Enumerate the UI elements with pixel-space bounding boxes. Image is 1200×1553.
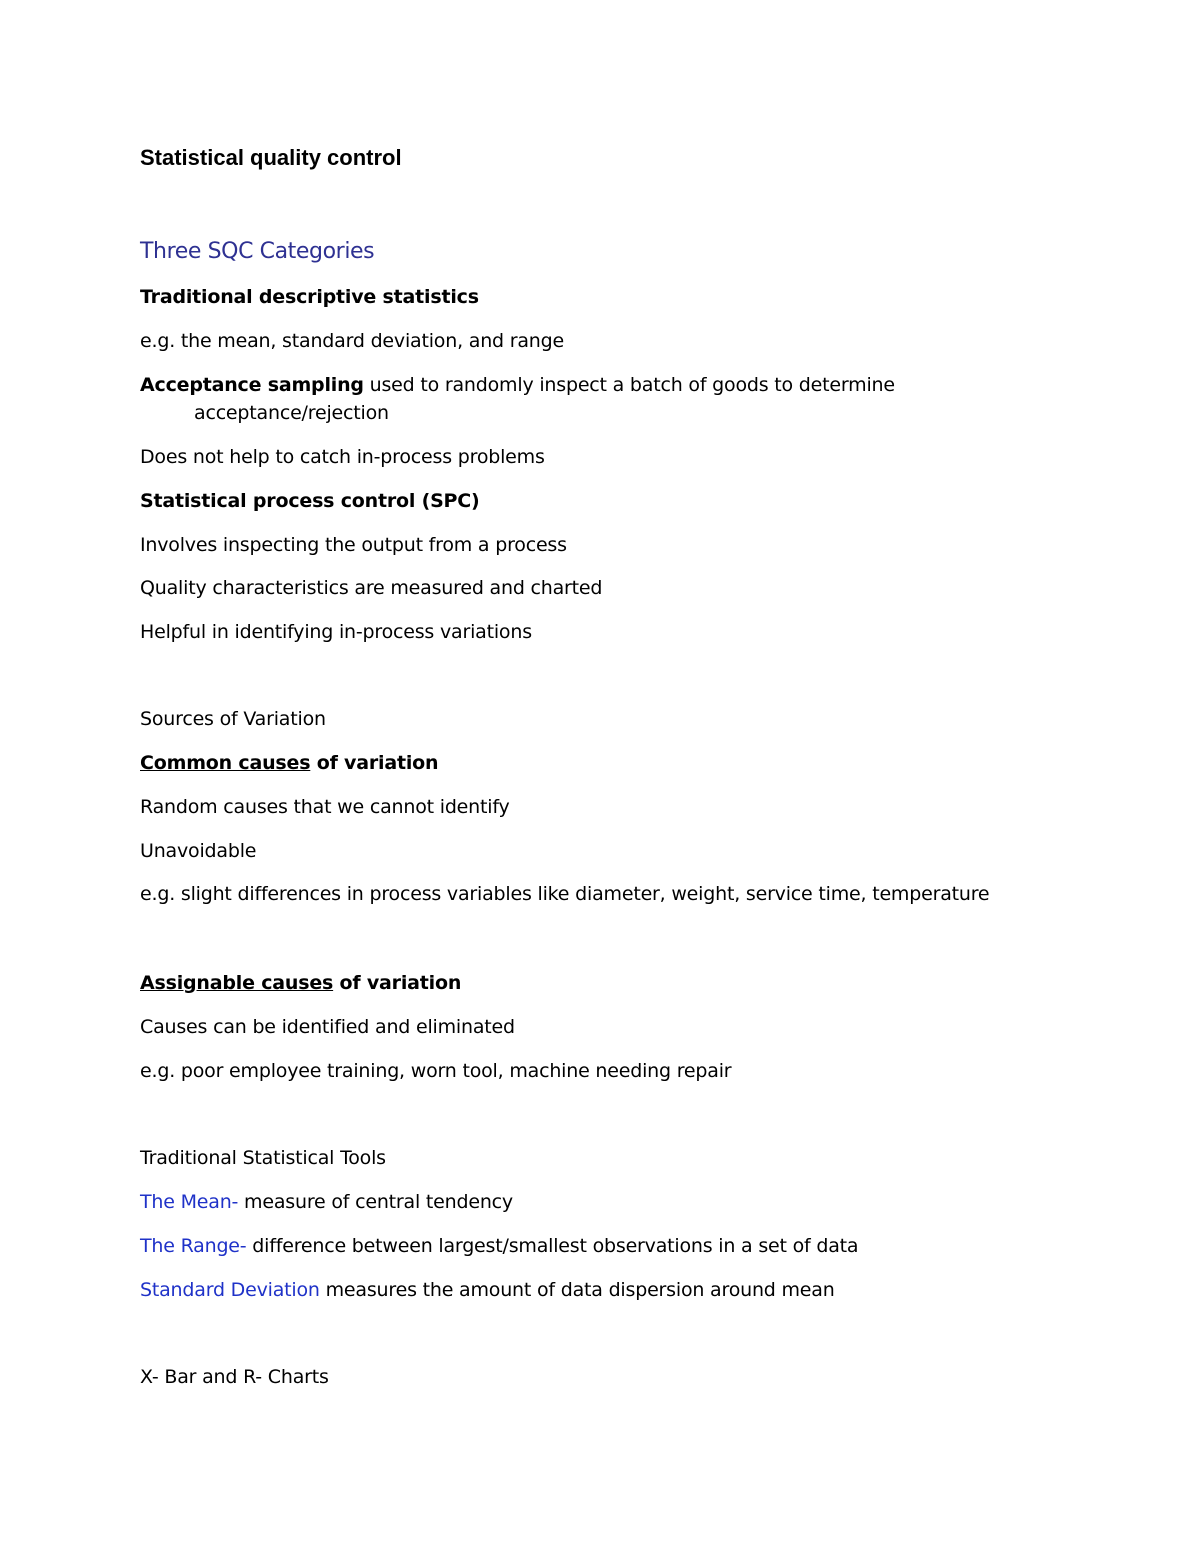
categories-heading: Three SQC Categories — [140, 239, 375, 264]
range-term: The Range- — [140, 1235, 247, 1257]
common-causes-heading — [140, 749, 438, 777]
acceptance-desc: used to randomly inspect a batch of goods to determine — [363, 374, 895, 396]
common-point-3: e.g. slight differences in process variables like diameter, weight, service time, temperature — [140, 883, 990, 905]
traditional-heading: Traditional descriptive statistics — [140, 286, 479, 308]
assignable-point-1: Causes can be identified and eliminated — [140, 1016, 515, 1038]
sd-term: Standard Deviation — [140, 1279, 320, 1301]
assignable-causes-heading — [140, 969, 461, 997]
sources-heading: Sources of Variation — [140, 708, 326, 730]
acceptance-note: Does not help to catch in-process problems — [140, 446, 545, 468]
acceptance-term: Acceptance sampling — [140, 374, 364, 396]
assignable-causes-term: Assignable causes — [140, 972, 334, 994]
spc-point-3: Helpful in identifying in-process variations — [140, 621, 532, 643]
traditional-example: e.g. the mean, standard deviation, and range — [140, 330, 564, 352]
sd-desc: measures the amount of data dispersion around mean — [319, 1279, 835, 1301]
spc-point-2: Quality characteristics are measured and charted — [140, 577, 603, 599]
acceptance-desc-cont: acceptance/rejection — [194, 402, 389, 424]
common-point-2: Unavoidable — [140, 840, 257, 862]
common-causes-term: Common causes — [140, 752, 311, 774]
charts-heading: X- Bar and R- Charts — [140, 1366, 329, 1388]
range-desc: difference between largest/smallest observations in a set of data — [246, 1235, 859, 1257]
mean-desc: measure of central tendency — [238, 1191, 513, 1213]
mean-item — [140, 1188, 513, 1216]
spc-point-1: Involves inspecting the output from a process — [140, 534, 567, 556]
acceptance-paragraph — [140, 371, 895, 399]
assignable-point-2: e.g. poor employee training, worn tool, machine needing repair — [140, 1060, 732, 1082]
common-causes-suffix: of variation — [310, 752, 439, 774]
document-title: Statistical quality control — [140, 145, 402, 170]
spc-heading: Statistical process control (SPC) — [140, 490, 480, 512]
tools-heading: Traditional Statistical Tools — [140, 1147, 386, 1169]
mean-term: The Mean- — [140, 1191, 239, 1213]
range-item — [140, 1232, 858, 1260]
sd-item — [140, 1276, 835, 1304]
common-point-1: Random causes that we cannot identify — [140, 796, 510, 818]
assignable-causes-suffix: of variation — [333, 972, 462, 994]
